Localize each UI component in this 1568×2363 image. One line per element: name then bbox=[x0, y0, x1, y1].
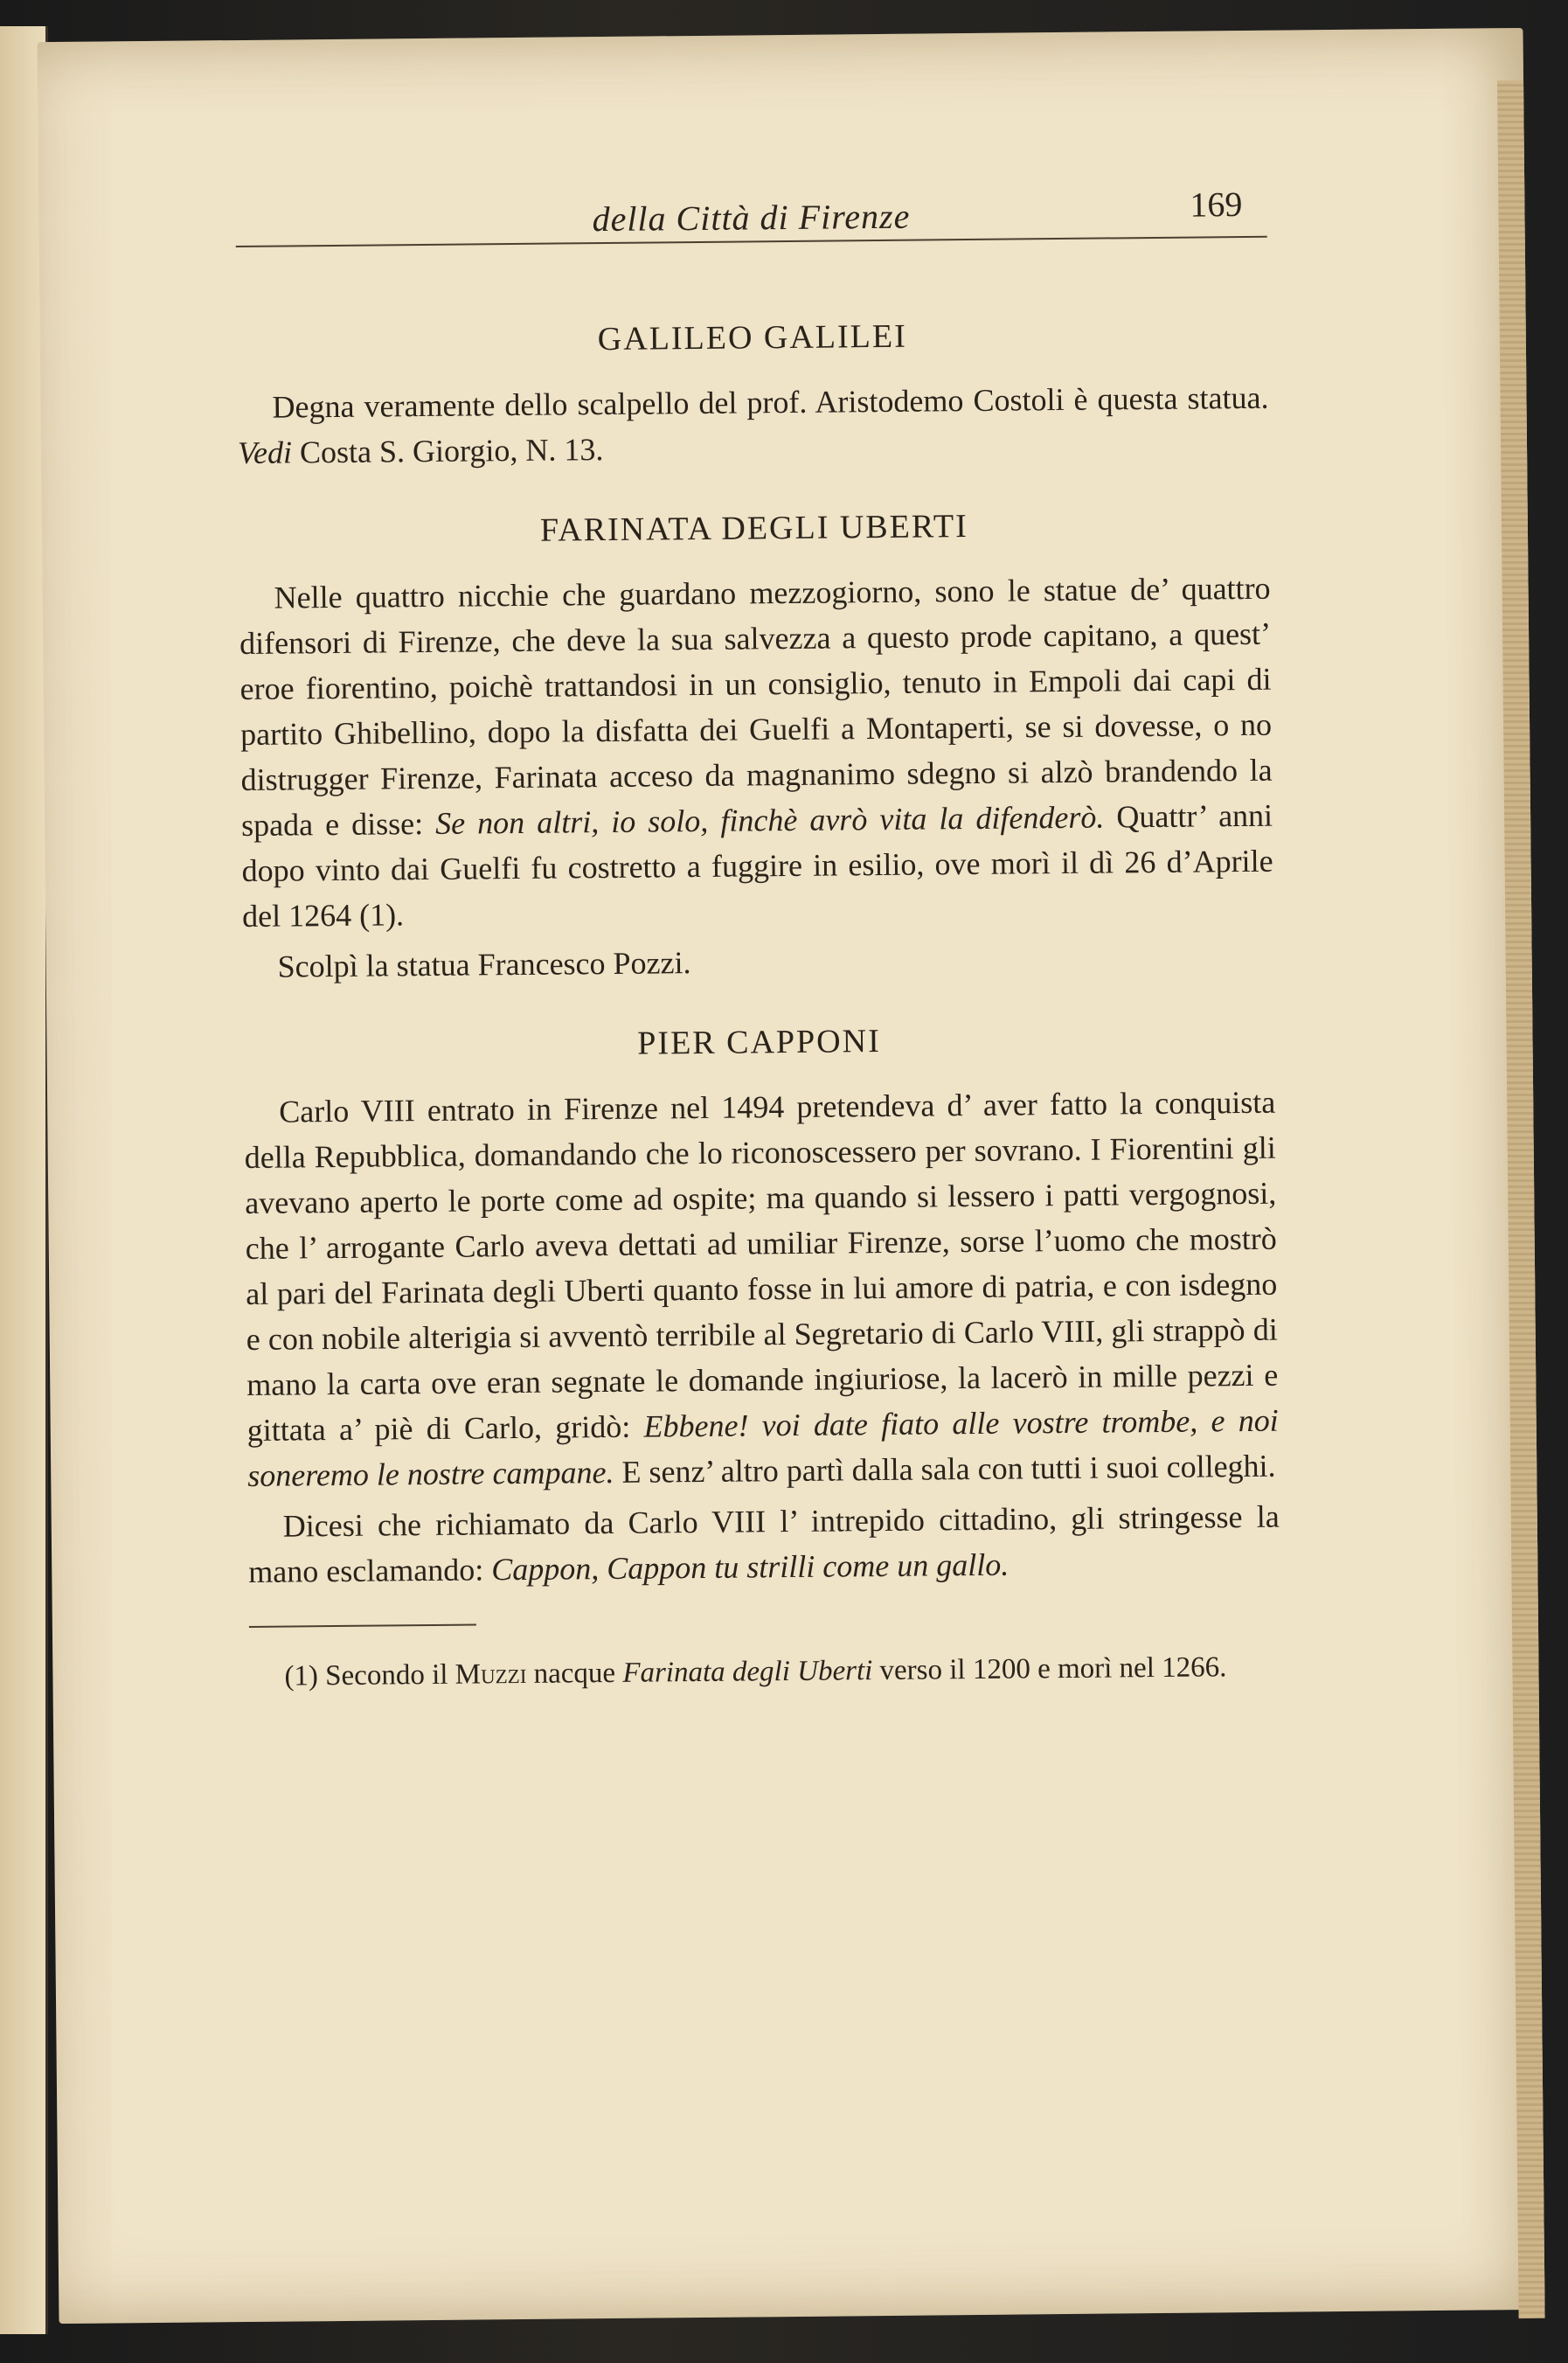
page-number: 169 bbox=[1190, 184, 1243, 225]
paragraph-italic: Vedi bbox=[237, 434, 293, 471]
page-edge bbox=[1497, 80, 1545, 2318]
footnote-rule bbox=[249, 1623, 476, 1627]
paragraph-text: Carlo VIII entrato in Firenze nel 1494 pretendeva d’ aver fatto la conquista della Repubblica, domandando che lo riconoscessero per sovrano. I Fiorentini gli avevano aperto le porte come ad ospite; ma quando si lessero i patti vergognosi, che l’ arrogante Carlo aveva dettati ad umiliar Firenze, sorse l’uomo che mostrò al pari del Farinata degli Uberti quanto fosse in lui amore di patria, e con isdegno e con nobile alterigia si avventò terribile al Segretario di Carlo VIII, gli strappò di mano la carta ove eran segnate le domande ingiuriose, la lacerò in mille pezzi e gittata a’ piè di Carlo, gridò: bbox=[244, 1084, 1279, 1448]
paragraph-sculptor: Scolpì la statua Francesco Pozzi. bbox=[277, 945, 691, 984]
paragraph-text: Dicesi che richiamato da Carlo VIII l’ intrepido cittadino, gli stringesse la mano esclamando: bbox=[248, 1498, 1280, 1589]
paragraph-italic: Cappon, Cappon tu strilli come un gallo. bbox=[491, 1546, 1009, 1588]
running-head bbox=[235, 184, 1267, 247]
paragraph-capponi-2 bbox=[248, 1494, 1280, 1595]
paragraph-galileo bbox=[237, 375, 1269, 476]
paragraph-text: Degna veramente dello scalpello del prof. Aristodemo Costoli è questa statua. bbox=[272, 379, 1269, 425]
footnote-text: Secondo il bbox=[317, 1658, 455, 1692]
footnote bbox=[249, 1647, 1280, 1697]
section-heading-galileo: GALILEO GALILEI bbox=[597, 317, 907, 358]
footnote-text: nacque bbox=[526, 1657, 623, 1690]
paragraph-text: E senz’ altro partì dalla sala con tutti i suoi colleghi. bbox=[614, 1448, 1276, 1490]
page-body bbox=[237, 310, 1281, 1726]
footnote-author: Muzzi bbox=[454, 1658, 527, 1691]
paragraph-capponi-1 bbox=[244, 1080, 1279, 1498]
book-page bbox=[38, 28, 1545, 2324]
paragraph-italic: Ebbene! voi date fiato alle vostre trombe, e noi soneremo le nostre campane. bbox=[247, 1402, 1279, 1493]
footnote-marker: (1) bbox=[284, 1660, 319, 1692]
paragraph-italic: Se non altri, io solo, finchè avrò vita la difenderò. bbox=[434, 799, 1105, 841]
section-heading-farinata: FARINATA DEGLI UBERTI bbox=[539, 508, 969, 549]
paragraph-text: Costa S. Giorgio, N. 13. bbox=[291, 432, 604, 470]
footnote-text: verso il 1200 e morì nel 1266. bbox=[872, 1651, 1227, 1687]
paragraph-farinata bbox=[239, 566, 1273, 939]
section-heading-capponi: PIER CAPPONI bbox=[637, 1023, 881, 1062]
paragraph-text: Quattr’ anni dopo vinto dai Guelfi fu costretto a fuggire in esilio, ove morì il dì 26 d’Aprile del 1264 (1). bbox=[241, 797, 1273, 935]
footnote-italic: Farinata degli Uberti bbox=[622, 1655, 873, 1689]
running-title: della Città di Firenze bbox=[592, 196, 911, 240]
paragraph-text: Nelle quattro nicchie che guardano mezzogiorno, sono le statue de’ quattro difensori di Firenze, che deve la sua salvezza a questo prode capitano, a quest’ eroe fiorentino, poichè trattandosi in un consiglio, tenuto in Empoli dai capi di partito Ghibellino, dopo la disfatta dei Guelfi a Montaperti, se si dovesse, o no distrugger Firenze, Farinata acceso da magnanimo sdegno si alzò brandendo la spada e disse: bbox=[239, 570, 1273, 844]
